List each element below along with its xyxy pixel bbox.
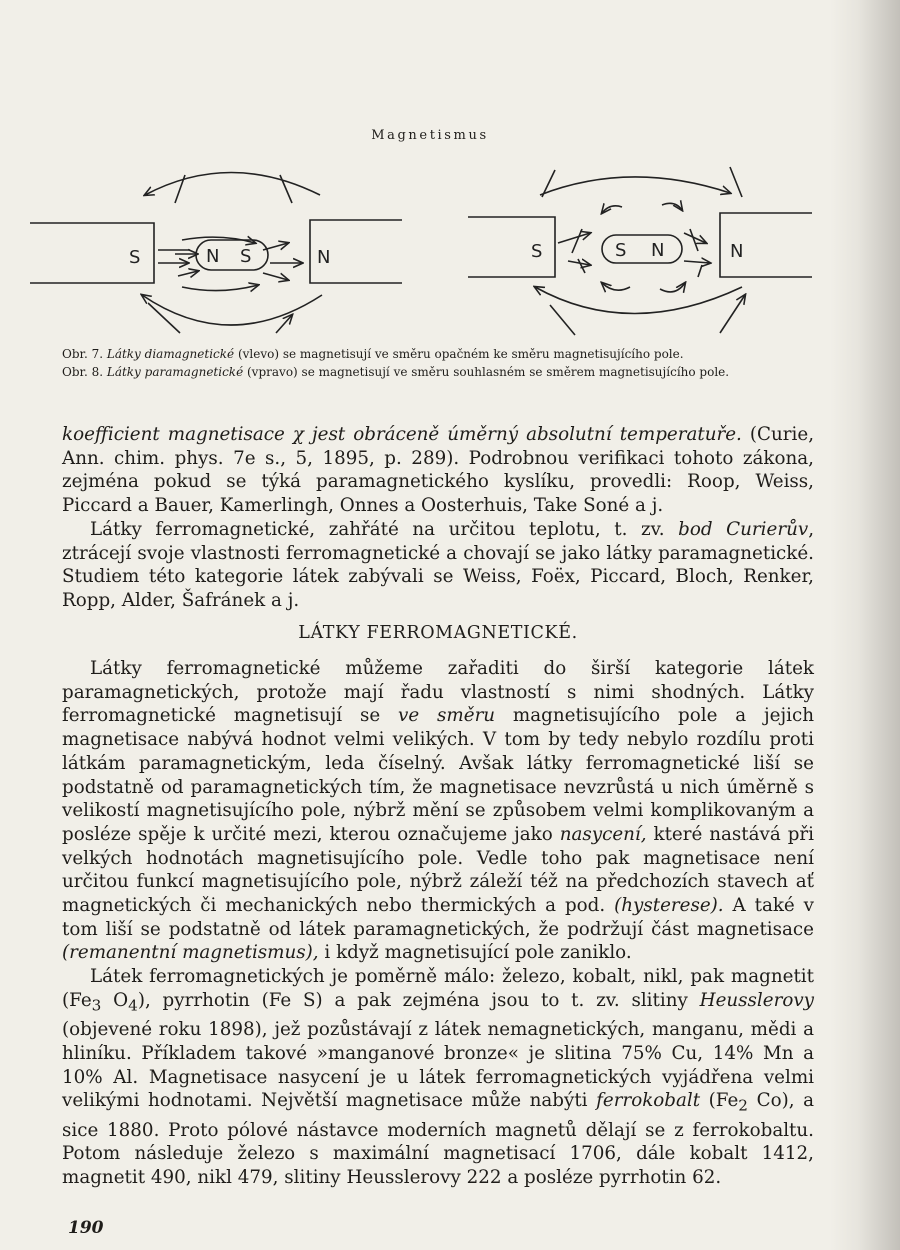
pole-label-s-fig8: S bbox=[531, 241, 543, 262]
specimen-label-s-fig7: S bbox=[240, 246, 252, 267]
caption-fig7: Obr. 7. Látky diamagnetické (vlevo) se magnetisují ve směru opačném ke směru magnetisujícího pole. bbox=[62, 347, 684, 361]
text-block-lower bbox=[62, 657, 814, 1190]
paragraph-ferromagnetic-materials: Látek ferromagnetických je poměrně málo: železo, kobalt, nikl, pak magnetit ($Fe_3$ $O_4$), pyrrhotin (Fe S) a pak zejména jsou to t. zv. slitiny Heusslerovy (objevené roku 1898), jež pozůstávají z látek nemagnetických, manganu, mědi a hliníku. Příkladem takové »manganové bronze« je slitina 75% Cu, 14% Mn a 10% Al. Magnetisace nasycení je u látek ferromagnetických vyjádřena velmi velikými hodnotami. Největší magnetisace může nabýti ferrokobalt ($Fe_2$ Co), a sice 1880. Proto pólové nástavce moderních magnetů dělají se z ferrokobaltu. Potom následuje železo s maximální magnetisací 1706, dále kobalt 1412, magnetit 490, nikl 479, slitiny Heusslerovy 222 a posléze pyrrhotin 62. bbox=[62, 966, 814, 1189]
specimen-label-n-fig7: N bbox=[206, 246, 220, 267]
specimen-label-s-fig8: S bbox=[615, 240, 627, 261]
paragraph-ferromagnetic-intro: Látky ferromagnetické můžeme zařaditi do širší kategorie látek paramagnetických, protože mají řadu vlastností s nimi shodných. Látky ferromagnetické magnetisují se ve směru magnetisujícího pole a jejich magnetisace nabývá hodnot velmi velikých. V tom by tedy nebylo rozdílu proti látkám paramagnetickým, leda číselný. Avšak látky ferromagnetické liší se podstatně od paramagnetických tím, že magnetisace nevzrůstá u nich úměrně s velikostí magnetisujícího pole, nýbrž mění se způsobem velmi komplikovaným a posléze spěje k určité mezi, kterou označujeme jako nasycení, které nastává při velkých hodnotách magnetisujícího pole. Vedle toho pak magnetisace není určitou funkcí magnetisujícího pole, nýbrž záleží též na předchozích stavech ať magnetických či mechanických nebo thermických a pod. (hysterese). A také v tom liší se podstatně od látek paramagnetických, že podržují část magnetisace (remanentní magnetismus), i když magnetisující pole zaniklo. bbox=[62, 658, 814, 964]
section-heading: LÁTKY FERROMAGNETICKÉ. bbox=[298, 623, 578, 643]
paragraph-curie-law: koefficient magnetisace χ jest obráceně úměrný absolutní temperatuře. (Curie, Ann. chim. phys. 7e s., 5, 1895, p. 289). Podrobnou verifikaci tohoto zákona, zejména pokud se týká paramagnetického kyslíku, provedli: Roop, Weiss, Piccard a Bauer, Kamerlingh, Onnes a Oosterhuis, Take Soné a j. bbox=[62, 424, 815, 517]
page-number: 190 bbox=[68, 1218, 104, 1238]
caption-fig8-italic: Látky paramagnetické bbox=[106, 365, 244, 379]
figures-7-8 bbox=[30, 155, 820, 340]
paragraph-curie-point: Látky ferromagnetické, zahřáté na určitou teplotu, t. zv. bod Curierův, ztrácejí svoje vlastnosti ferromagnetické a chovají se jako látky paramagnetické. Studiem této kategorie látek zabývali se Weiss, Foëx, Piccard, Bloch, Renker, Ropp, Alder, Šafránek a j. bbox=[62, 518, 814, 611]
figure-8-paramagnetic bbox=[468, 167, 812, 335]
specimen-label-n-fig8: N bbox=[651, 240, 665, 261]
running-head: Magnetismus bbox=[371, 128, 489, 143]
page-binding-shadow bbox=[830, 0, 900, 1250]
text-block-upper bbox=[62, 423, 814, 613]
specimen-paramagnetic bbox=[602, 235, 682, 263]
pole-label-s-fig7: S bbox=[129, 247, 141, 268]
caption-fig8: Obr. 8. Látky paramagnetické (vpravo) se magnetisují ve směru souhlasném se směrem magnetisujícího pole. bbox=[62, 365, 730, 379]
pole-label-n-fig7: N bbox=[317, 247, 331, 268]
pole-label-n-fig8: N bbox=[730, 241, 744, 262]
caption-fig7-italic: Látky diamagnetické bbox=[106, 347, 235, 361]
